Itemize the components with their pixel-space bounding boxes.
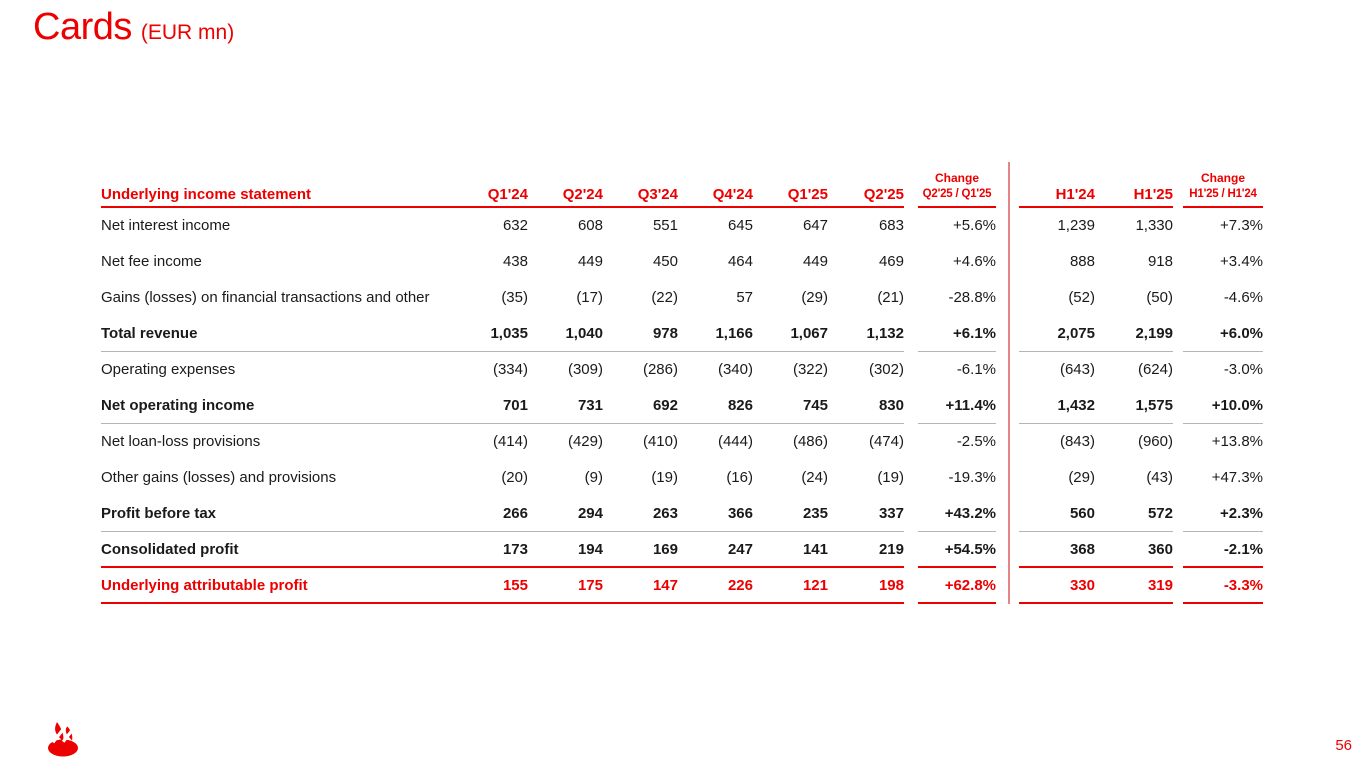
cell-q1-24: 438 [502,253,528,270]
cell-q1-25: (486) [792,433,828,450]
change-label: Change [934,171,979,186]
cell-q2-24: 608 [577,217,603,234]
cell-q2-25: 683 [878,217,904,234]
column-header-q2-24: Q2'24 [528,186,603,208]
row-label: Consolidated profit [101,532,453,568]
cell-q2-24: 294 [528,496,603,532]
row-label: Profit before tax [101,496,453,532]
cell-q4-24: 1,166 [678,316,753,352]
cell-q3-24: 450 [652,253,678,270]
cell-q2-24: 449 [577,253,603,270]
cell-q4-24: 226 [678,568,753,604]
table-row [101,568,1263,604]
cell-h1-24: 888 [1069,253,1095,270]
cell-q1-24: 1,035 [453,316,528,352]
column-header-h1-24: H1'24 [1019,186,1095,208]
cell-change-quarterly: +62.8% [918,568,996,604]
cell-q1-25: (29) [801,289,828,306]
cell-q4-24: 247 [678,532,753,568]
cell-change-quarterly: +4.6% [953,253,996,270]
table-row [101,460,1263,496]
cell-q4-24: 826 [678,388,753,424]
cell-q3-24: 978 [603,316,678,352]
row-label: Net loan-loss provisions [101,433,261,450]
cell-gap [904,568,918,604]
row-label: Operating expenses [101,361,236,378]
cell-q1-25: (322) [792,361,828,378]
change-label: Change [1200,171,1245,186]
cell-q2-24: 194 [528,532,603,568]
cell-q1-25: 745 [753,388,828,424]
cell-change-quarterly: +5.6% [953,217,996,234]
row-label: Total revenue [101,316,453,352]
cell-change-half: +6.0% [1183,316,1263,352]
cell-q1-25: 647 [802,217,828,234]
cell-h1-25: 1,575 [1095,388,1173,424]
row-label: Net operating income [101,388,453,424]
cell-q3-24: 169 [603,532,678,568]
cell-change-half: +3.4% [1220,253,1263,270]
cell-q2-24: (309) [567,361,603,378]
change-period-label: H1'25 / H1'24 [1189,188,1257,201]
cell-h1-25: 1,330 [1135,217,1173,234]
cell-q2-25: 469 [878,253,904,270]
cell-gap [1173,532,1183,568]
cell-change-half: -3.3% [1183,568,1263,604]
table-row [101,244,1263,280]
cell-q1-24: 173 [453,532,528,568]
cell-change-half: -2.1% [1183,532,1263,568]
cell-h1-25: 319 [1095,568,1173,604]
column-header-q1-25: Q1'25 [753,186,828,208]
cell-q3-24: (19) [651,469,678,486]
cell-q1-24: 701 [453,388,528,424]
row-label: Gains (losses) on financial transactions and other [101,289,430,306]
cell-q2-25: 1,132 [828,316,904,352]
table-row [101,388,1263,424]
cell-q4-24: 366 [678,496,753,532]
cell-q1-24: 266 [453,496,528,532]
cell-h1-25: (43) [1146,469,1173,486]
cell-q2-25: 198 [828,568,904,604]
cell-gap [1173,460,1183,496]
cell-change-half: -3.0% [1223,361,1263,378]
cell-h1-24: 2,075 [1019,316,1095,352]
cell-gap [904,424,918,460]
column-header-q4-24: Q4'24 [678,186,753,208]
cell-q4-24: (16) [726,469,753,486]
cell-change-half: +47.3% [1211,469,1263,486]
cell-q2-25: (474) [868,433,904,450]
cell-q4-24: 645 [727,217,753,234]
row-label: Net interest income [101,217,231,234]
cell-gap [1173,208,1183,244]
cell-q1-24: (414) [492,433,528,450]
cell-q1-25: (24) [801,469,828,486]
cell-q2-24: (17) [576,289,603,306]
table-title: Underlying income statement [101,186,453,208]
cell-q1-25: 235 [753,496,828,532]
column-header-q1-24: Q1'24 [453,186,528,208]
cell-gap [1173,244,1183,280]
cell-gap [904,244,918,280]
cell-q2-24: 175 [528,568,603,604]
cell-gap [1173,424,1183,460]
table-row [101,532,1263,568]
cell-gap [904,388,918,424]
cell-q4-24: (340) [717,361,753,378]
change-period-label: Q2'25 / Q1'25 [922,188,992,201]
cell-q2-24: 1,040 [528,316,603,352]
title-unit-suffix: (EUR mn) [140,21,235,44]
cell-change-half: -4.6% [1223,289,1263,306]
cell-q3-24: (22) [651,289,678,306]
cell-q2-25: 337 [828,496,904,532]
cell-gap [1173,280,1183,316]
cell-q2-25: 219 [828,532,904,568]
cell-q2-25: (302) [868,361,904,378]
cell-h1-24: (29) [1068,469,1095,486]
cell-q2-24: 731 [528,388,603,424]
cell-q3-24: 147 [603,568,678,604]
cell-q1-24: (35) [501,289,528,306]
row-label: Underlying attributable profit [101,568,453,604]
cell-q1-24: (20) [501,469,528,486]
cell-h1-25: 918 [1147,253,1173,270]
quarterly-half-divider-line [1008,162,1010,604]
cell-change-half: +2.3% [1183,496,1263,532]
table-row [101,316,1263,352]
cell-gap [904,496,918,532]
cell-q3-24: (286) [642,361,678,378]
page-title [33,6,234,49]
cell-change-quarterly: +11.4% [918,388,996,424]
cell-q1-25: 1,067 [753,316,828,352]
page-number: 56 [1335,737,1352,754]
cell-q1-25: 121 [753,568,828,604]
cell-change-quarterly: +54.5% [918,532,996,568]
cell-q3-24: (410) [642,433,678,450]
table-row [101,352,1263,388]
cell-h1-24: 1,432 [1019,388,1095,424]
cell-q4-24: (444) [717,433,753,450]
cell-h1-24: 560 [1019,496,1095,532]
table-row [101,424,1263,460]
cell-gap [904,208,918,244]
cell-gap [904,316,918,352]
cell-q2-24: (429) [567,433,603,450]
table-row [101,280,1263,316]
cell-change-quarterly: +43.2% [918,496,996,532]
table-body [101,208,1263,604]
cell-h1-24: (643) [1059,361,1095,378]
column-header-q2-25: Q2'25 [828,186,904,208]
cell-gap [904,280,918,316]
cell-change-quarterly: -6.1% [956,361,996,378]
cell-change-quarterly: -28.8% [948,289,996,306]
cell-gap [904,352,918,388]
cell-h1-25: 360 [1095,532,1173,568]
column-header-change-half [1183,171,1263,208]
cell-q1-24: 155 [453,568,528,604]
cell-change-quarterly: -19.3% [948,469,996,486]
cell-q4-24: 464 [727,253,753,270]
santander-flame-icon [47,718,79,758]
cell-h1-24: (52) [1068,289,1095,306]
cell-gap [1173,352,1183,388]
table-row [101,496,1263,532]
income-statement-table [101,160,1263,604]
cell-gap [1173,316,1183,352]
cell-gap [1173,568,1183,604]
cell-q3-24: 551 [652,217,678,234]
row-label: Net fee income [101,253,202,270]
cell-gap [904,532,918,568]
cell-q2-25: (19) [877,469,904,486]
cell-gap [904,460,918,496]
cell-change-half: +10.0% [1183,388,1263,424]
table-row [101,208,1263,244]
cell-h1-25: 2,199 [1095,316,1173,352]
cell-change-half: +7.3% [1220,217,1263,234]
table-header-row [101,160,1263,208]
cell-h1-25: 572 [1095,496,1173,532]
column-header-change-quarterly [918,171,996,208]
cell-q3-24: 263 [603,496,678,532]
cell-h1-25: (50) [1146,289,1173,306]
cell-gap [1173,496,1183,532]
row-label: Other gains (losses) and provisions [101,469,337,486]
cell-q1-25: 449 [802,253,828,270]
column-header-q3-24: Q3'24 [603,186,678,208]
cell-q1-25: 141 [753,532,828,568]
cell-q2-24: (9) [584,469,603,486]
cell-q2-25: (21) [877,289,904,306]
column-header-h1-25: H1'25 [1095,186,1173,208]
title-text: Cards [33,6,132,48]
cell-h1-24: (843) [1059,433,1095,450]
cell-h1-24: 1,239 [1057,217,1095,234]
cell-gap [1173,388,1183,424]
cell-q1-24: 632 [502,217,528,234]
cell-q3-24: 692 [603,388,678,424]
cell-q2-25: 830 [828,388,904,424]
cell-change-quarterly: -2.5% [956,433,996,450]
cell-h1-25: (960) [1137,433,1173,450]
cell-q4-24: 57 [736,289,753,306]
cell-h1-24: 330 [1019,568,1095,604]
cell-change-quarterly: +6.1% [918,316,996,352]
cell-h1-24: 368 [1019,532,1095,568]
cell-h1-25: (624) [1137,361,1173,378]
cell-q1-24: (334) [492,361,528,378]
cell-change-half: +13.8% [1211,433,1263,450]
